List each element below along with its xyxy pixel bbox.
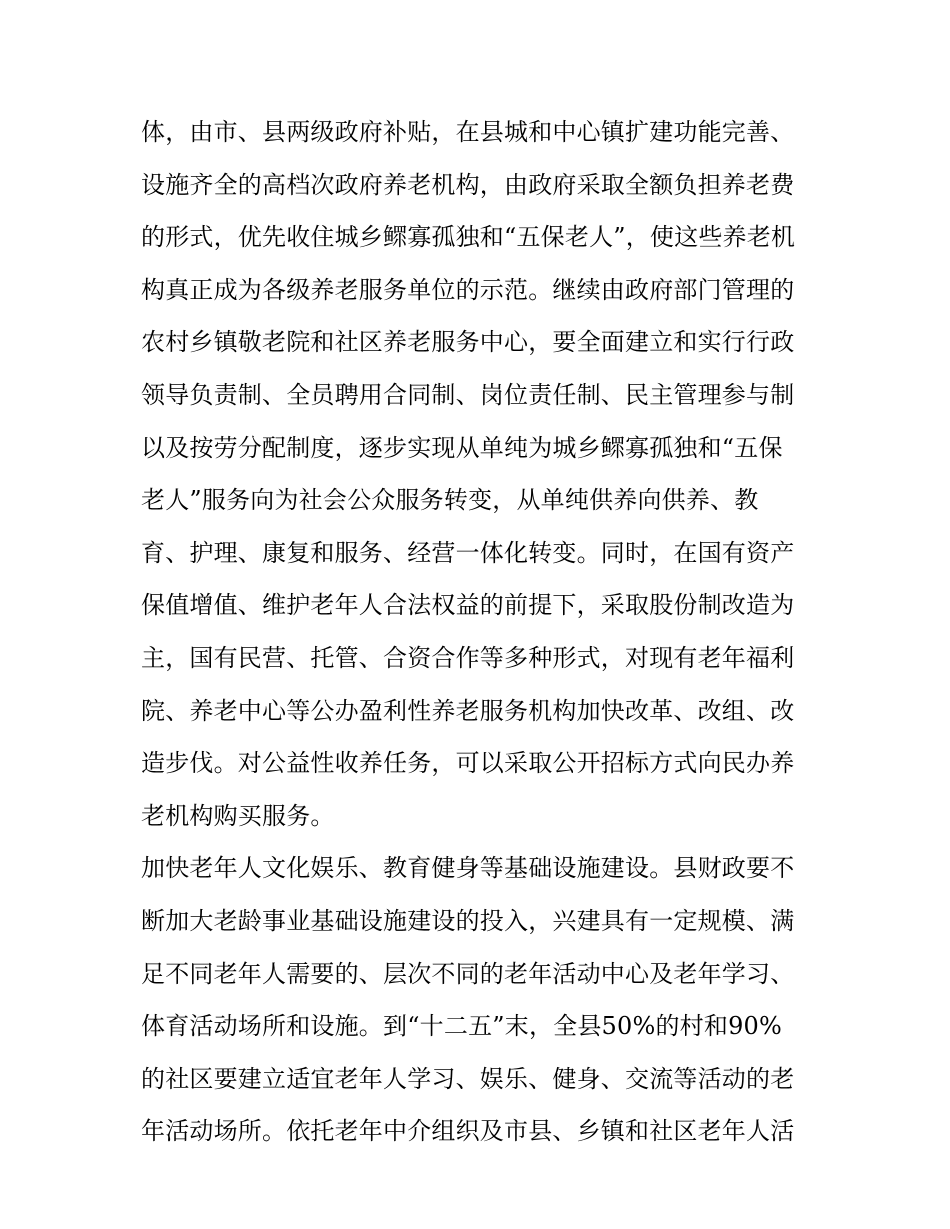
text-line: 的形式，优先收住城乡鳏寡孤独和“五保老人”，使这些养老机 <box>141 223 796 252</box>
text-line: 构真正成为各级养老服务单位的示范。继续由政府部门管理的 <box>141 275 795 304</box>
text-line: 年活动场所。依托老年中介组织及市县、乡镇和社区老年人活 <box>141 1117 795 1146</box>
text-line: 老机构购买服务。 <box>141 801 335 830</box>
text-line: 以及按劳分配制度，逐步实现从单纯为城乡鳏寡孤独和“五保 <box>141 433 783 462</box>
text-line: 足不同老年人需要的、层次不同的老年活动中心及老年学习、 <box>141 959 795 988</box>
text-line: 断加大老龄事业基础设施建设的投入，兴建具有一定规模、满 <box>141 906 795 935</box>
text-line: 体，由市、县两级政府补贴，在县城和中心镇扩建功能完善、 <box>141 118 795 146</box>
text-line: 老人”服务向为社会公众服务转变，从单纯供养向供养、教 <box>141 486 759 515</box>
text-line: 体育活动场所和设施。到“十二五”末，全县50%的村和90% <box>141 1012 783 1041</box>
body-text <box>141 106 811 1158</box>
text-line: 育、护理、康复和服务、经营一体化转变。同时，在国有资产 <box>141 538 795 567</box>
text-line: 农村乡镇敬老院和社区养老服务中心，要全面建立和实行行政 <box>141 328 795 357</box>
text-line: 院、养老中心等公办盈利性养老服务机构加快改革、改组、改 <box>141 696 795 725</box>
text-line: 主，国有民营、托管、合资合作等多种形式，对现有老年福利 <box>141 643 795 672</box>
text-line: 保值增值、维护老年人合法权益的前提下，采取股份制改造为 <box>141 591 795 620</box>
text-line: 造步伐。对公益性收养任务，可以采取公开招标方式向民办养 <box>141 749 795 778</box>
text-line: 设施齐全的高档次政府养老机构，由政府采取全额负担养老费 <box>141 170 795 199</box>
text-line: 领导负责制、全员聘用合同制、岗位责任制、民主管理参与制 <box>141 380 795 409</box>
text-line: 加快老年人文化娱乐、教育健身等基础设施建设。县财政要不 <box>141 854 795 883</box>
text-line: 的社区要建立适宜老年人学习、娱乐、健身、交流等活动的老 <box>141 1064 795 1093</box>
